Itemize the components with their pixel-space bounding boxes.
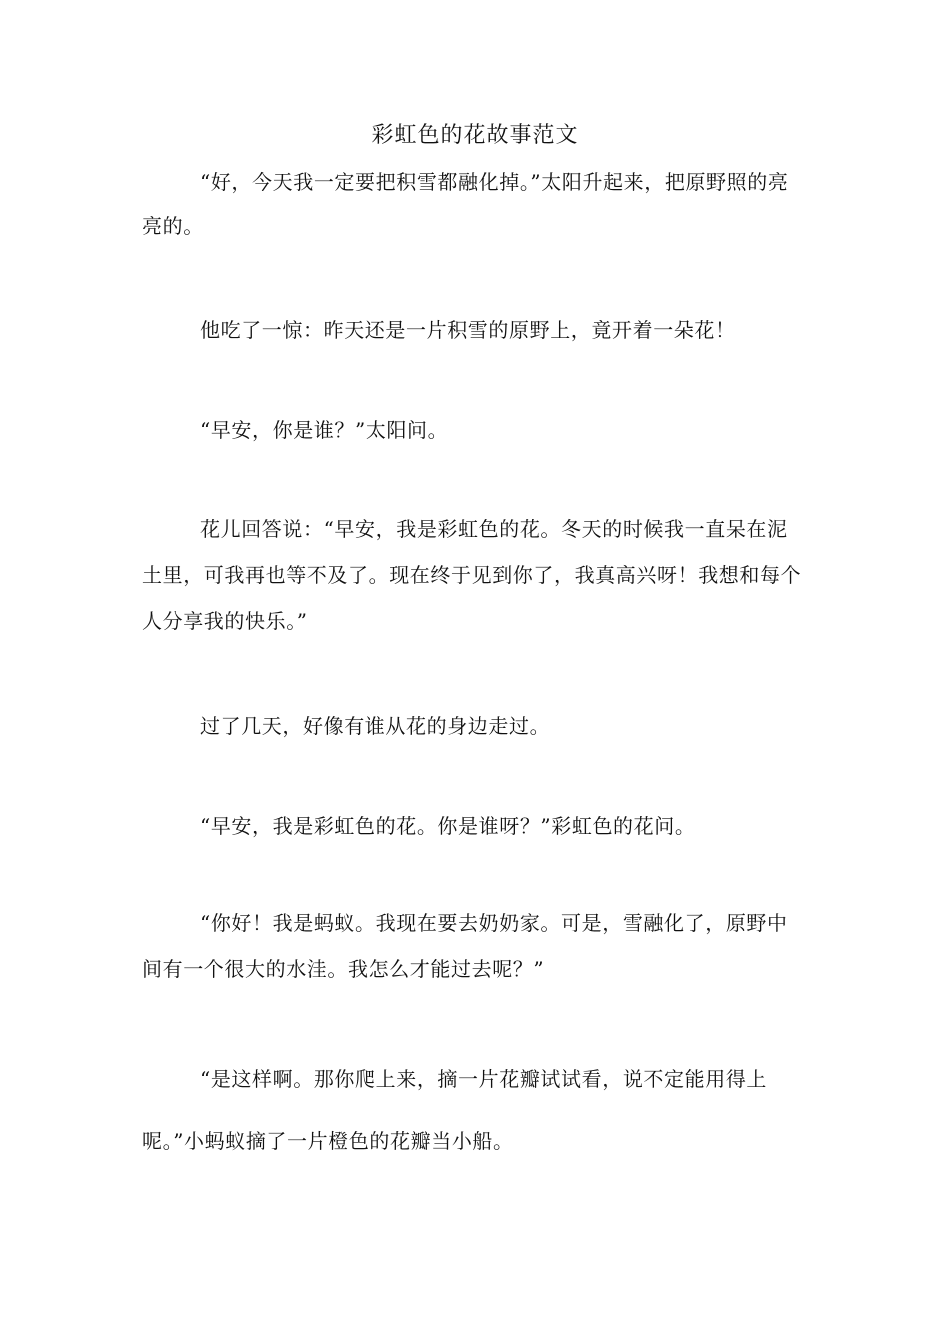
- page-title: 彩虹色的花故事范文: [371, 123, 579, 148]
- paragraph-8: “是这样啊。那你爬上来，摘一片花瓣试试看，说不定能用得上呢。”小蚂蚁摘了一片橙色的花瓣当小船。: [142, 1067, 768, 1153]
- paragraph-6: “早安，我是彩虹色的花。你是谁呀？”彩虹色的花问。: [200, 814, 696, 838]
- paragraph-7: “你好！我是蚂蚁。我现在要去奶奶家。可是，雪融化了，原野中间有一个很大的水洼。我怎么才能过去呢？”: [142, 911, 788, 981]
- paragraph-2: 他吃了一惊：昨天还是一片积雪的原野上，竟开着一朵花！: [200, 318, 736, 342]
- paragraph-4: 花儿回答说：“早安，我是彩虹色的花。冬天的时候我一直呆在泥土里，可我再也等不及了。现在终于见到你了，我真高兴呀！我想和每个人分享我的快乐。”: [142, 517, 802, 633]
- paragraph-3: “早安，你是谁？”太阳问。: [200, 418, 449, 442]
- paragraph-1: “好，今天我一定要把积雪都融化掉。”太阳升起来，把原野照的亮亮的。: [142, 170, 789, 238]
- paragraph-5: 过了几天，好像有谁从花的身边走过。: [200, 714, 551, 738]
